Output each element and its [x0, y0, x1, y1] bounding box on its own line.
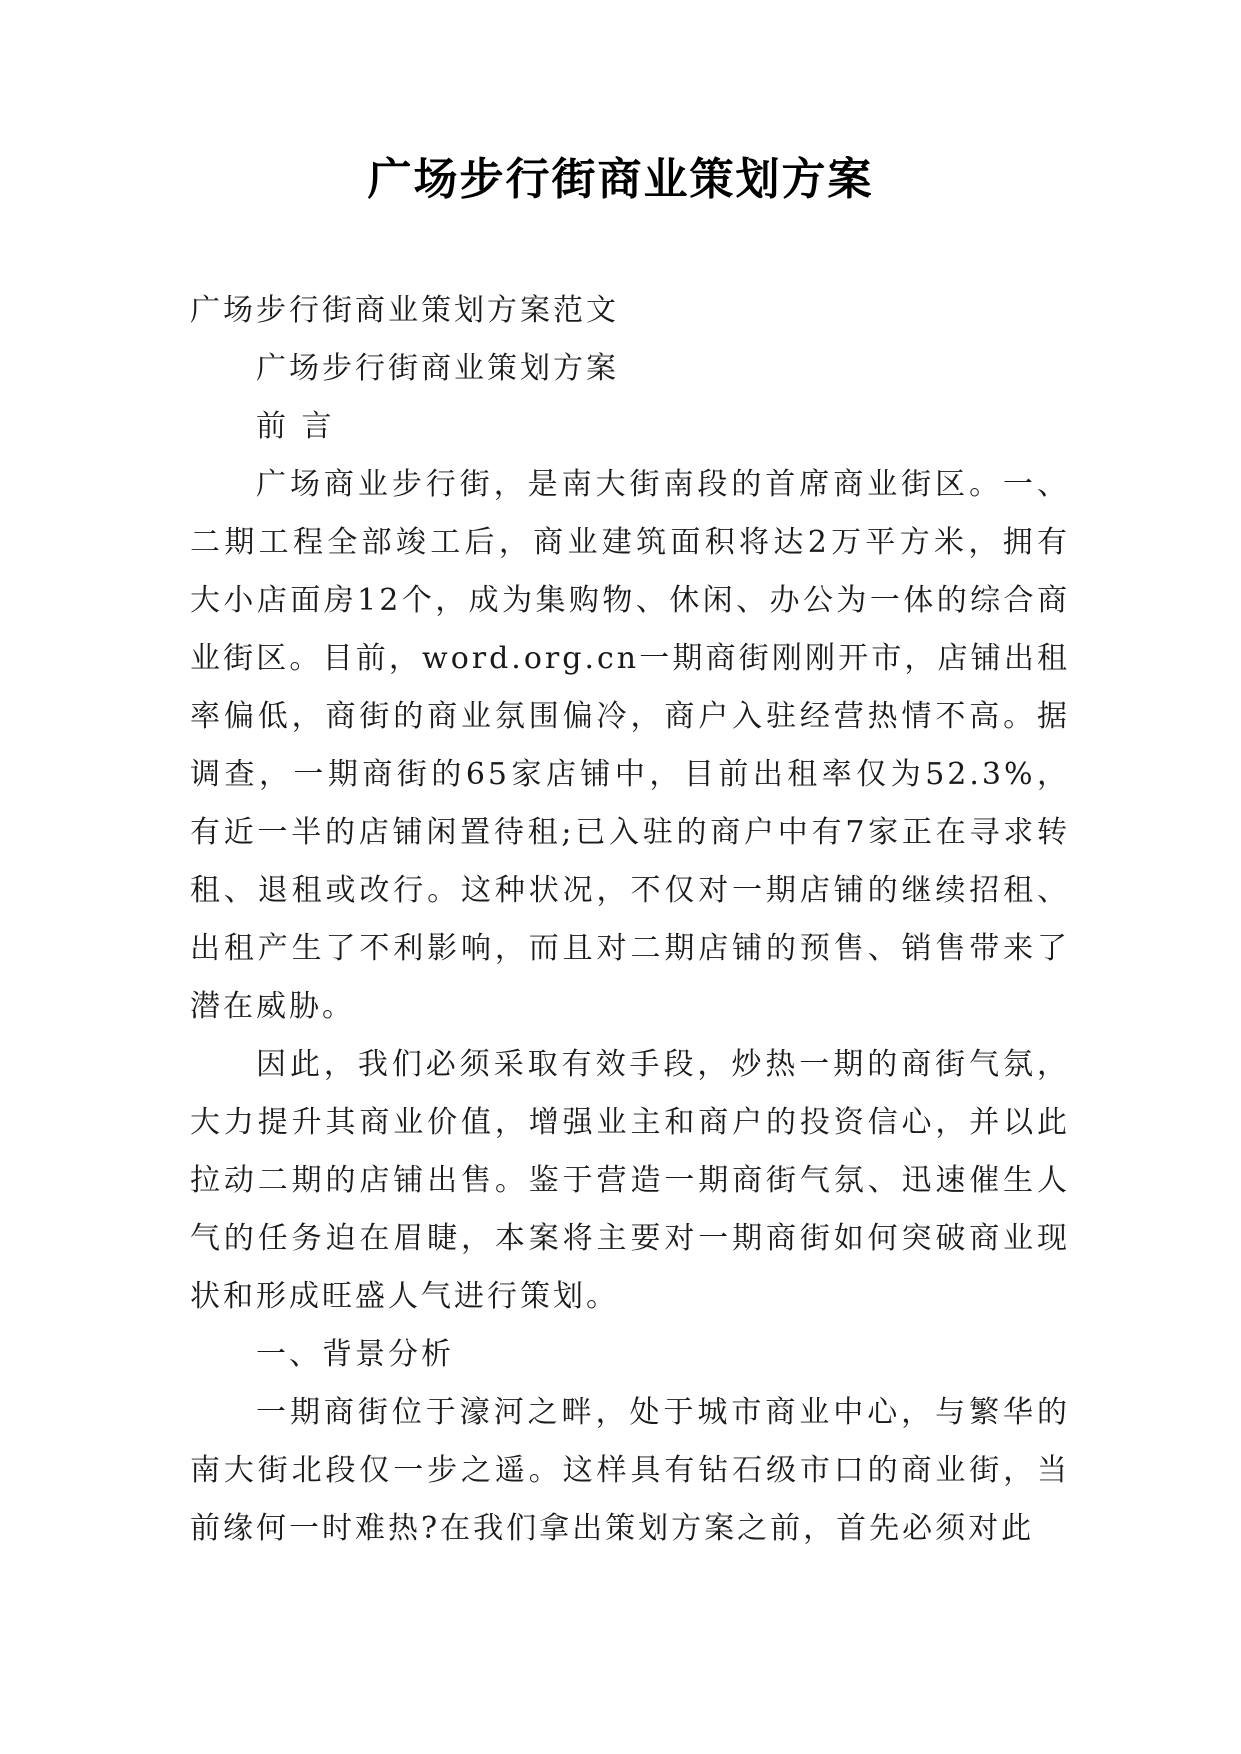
paragraph-heading: 广场步行街商业策划方案	[256, 351, 619, 386]
paragraph: 因此，我们必须采取有效手段，炒热一期的商街气氛，大力提升其商业价值，增强业主和商户的投资信心，并以此拉动二期的店铺出售。鉴于营造一期商街气氛、迅速催生人气的任务迫在眉睫，本案将主要对一期商街如何突破商业现状和形成旺盛人气进行策划。	[190, 1047, 1070, 1314]
document-title: 广场步行街商业策划方案	[367, 154, 874, 205]
document-body	[190, 282, 1070, 1558]
section-heading-background: 一、背景分析	[256, 1337, 454, 1372]
paragraph: 广场商业步行街，是南大街南段的首席商业街区。一、二期工程全部竣工后，商业建筑面积将达2万平方米，拥有大小店面房12个，成为集购物、休闲、办公为一体的综合商业街区。目前，word.org.cn一期商街刚刚开市，店铺出租率偏低，商街的商业氛围偏冷，商户入驻经营热情不高。据调查，一期商街的65家店铺中，目前出租率仅为52.3%，有近一半的店铺闲置待租;已入驻的商户中有7家正在寻求转租、退租或改行。这种状况，不仅对一期店铺的继续招租、出租产生了不利影响，而且对二期店铺的预售、销售带来了潜在威胁。	[190, 467, 1070, 1024]
section-heading-preface: 前 言	[256, 409, 335, 444]
paragraph: 一期商街位于濠河之畔，处于城市商业中心，与繁华的南大街北段仅一步之遥。这样具有钻石级市口的商业街，当前缘何一时难热?在我们拿出策划方案之前，首先必须对此	[190, 1395, 1070, 1546]
paragraph-subtitle: 广场步行街商业策划方案范文	[190, 293, 619, 328]
